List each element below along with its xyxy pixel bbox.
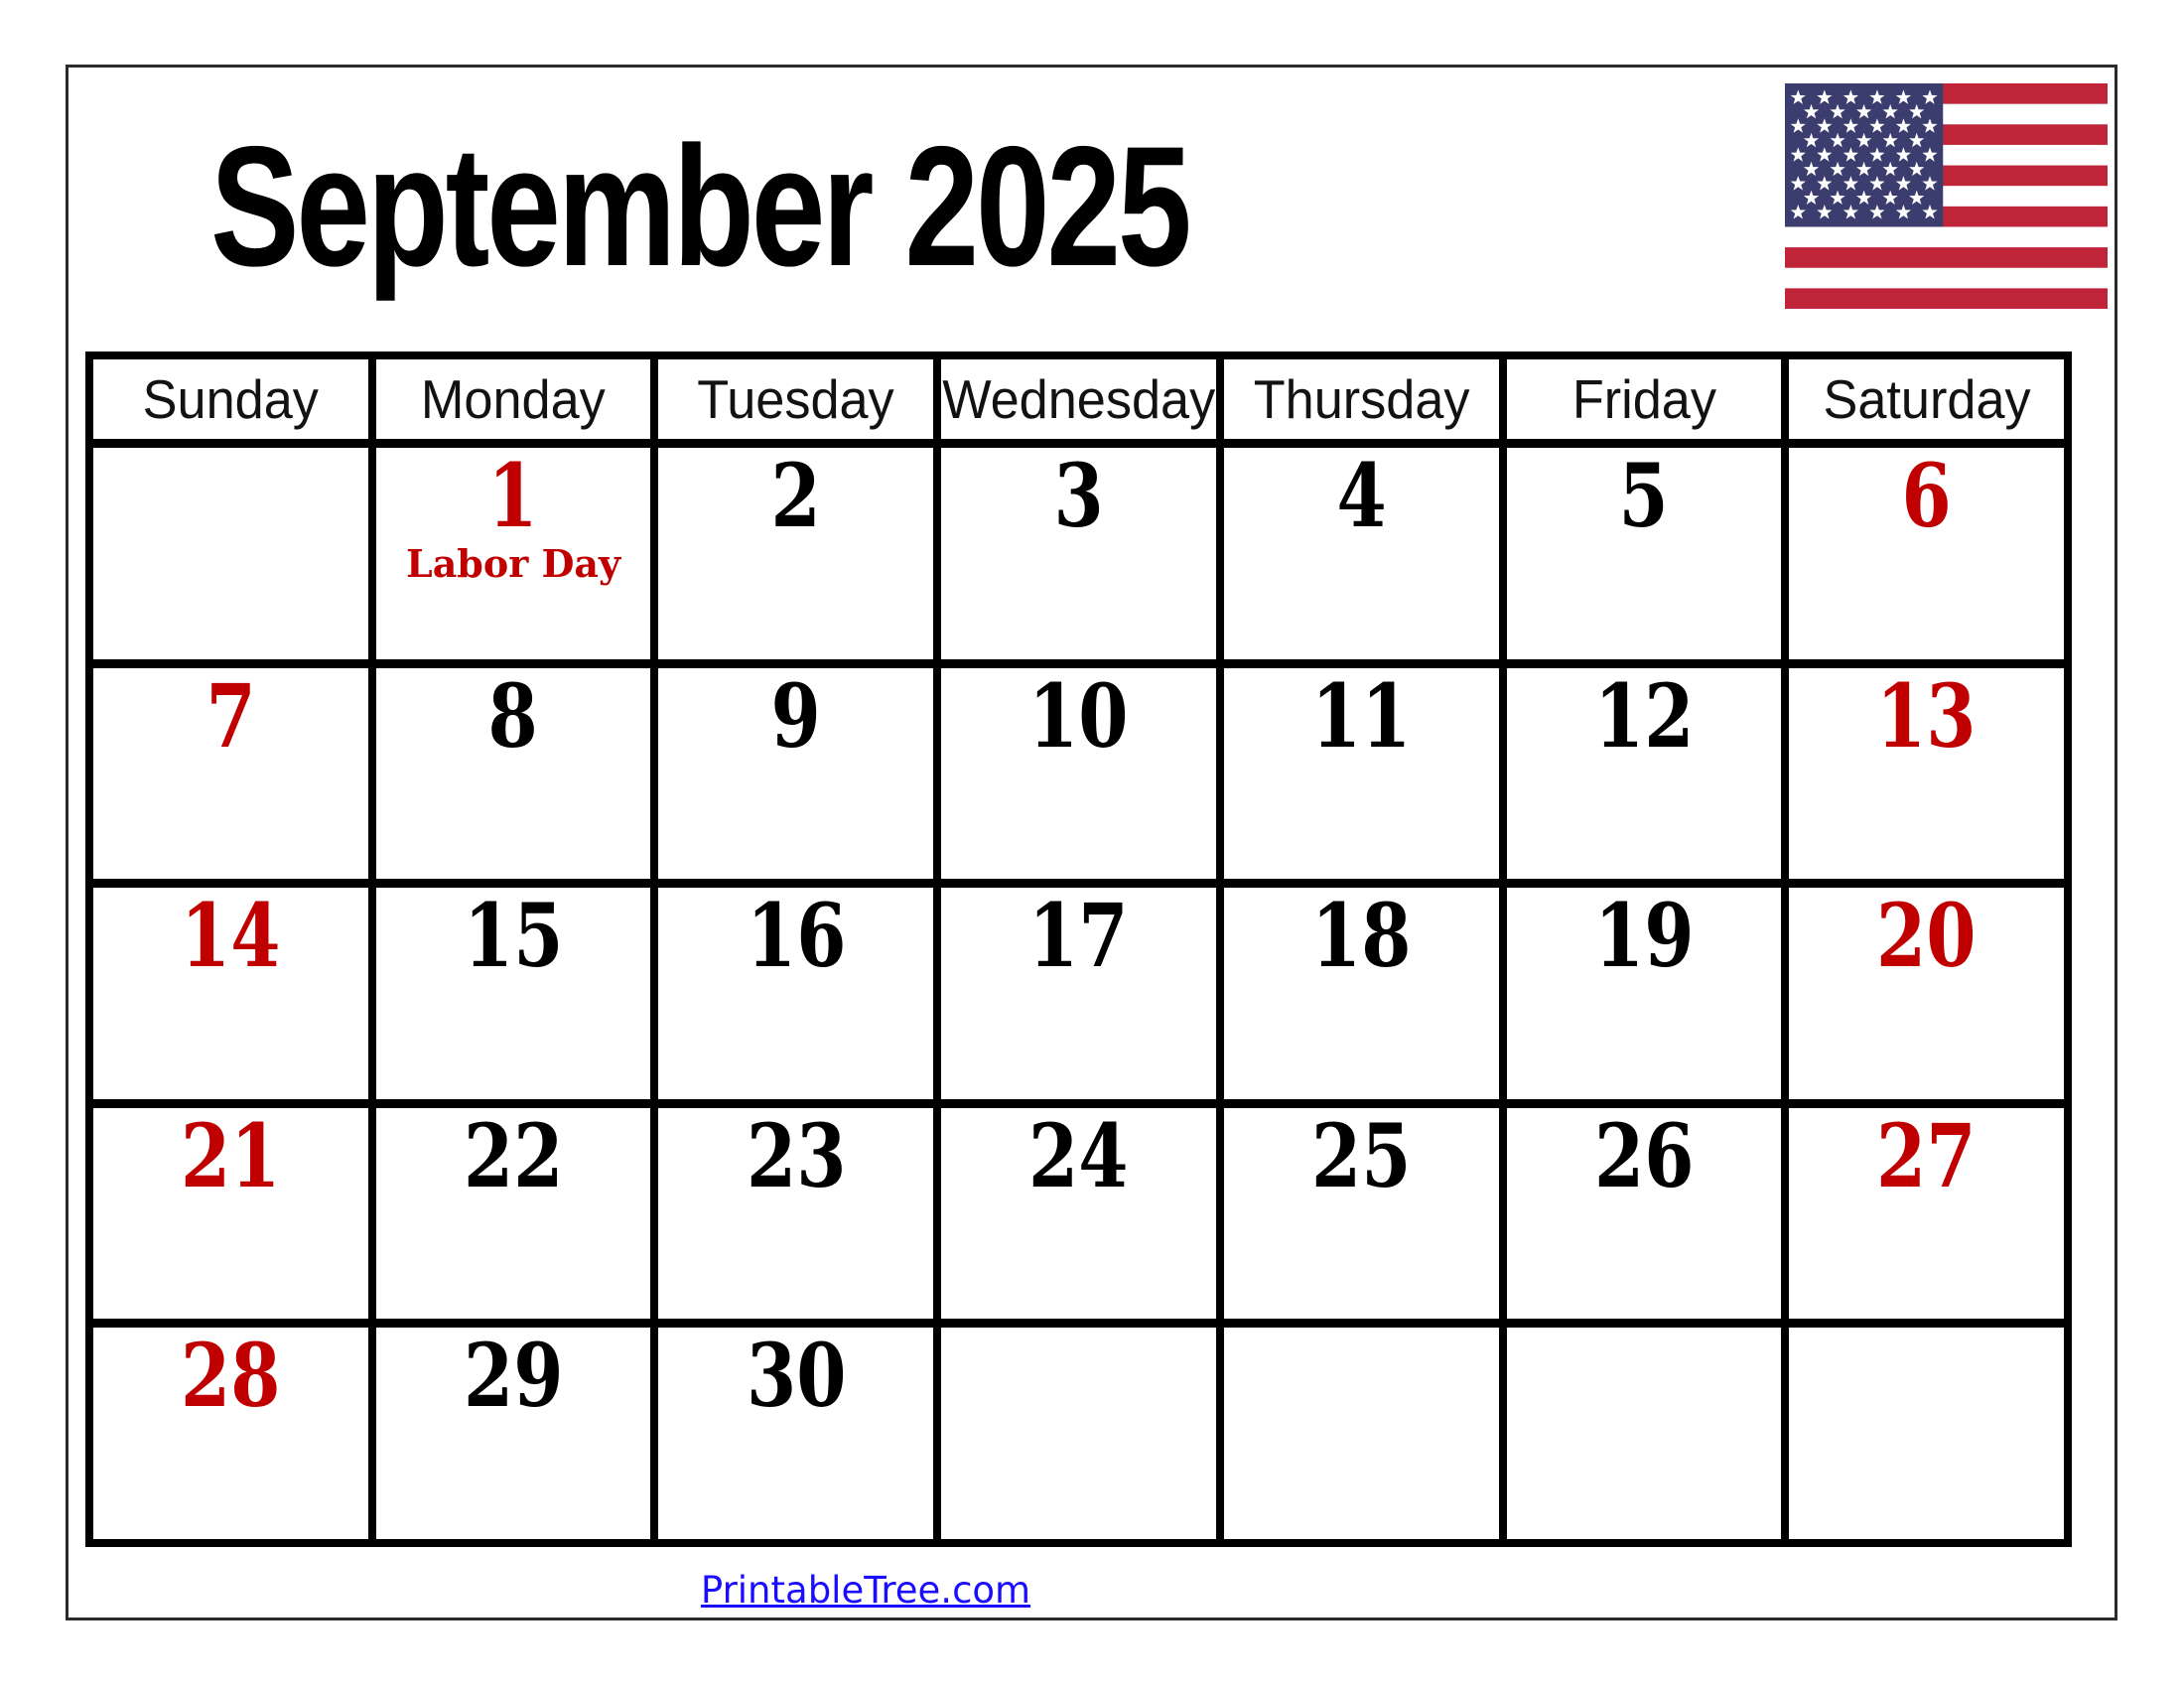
weekday-label: Sunday <box>142 368 319 430</box>
day-cell-9 <box>658 668 933 880</box>
day-cell-14 <box>93 888 368 1099</box>
day-number: 24 <box>1028 1107 1129 1207</box>
day-cell-7 <box>93 668 368 880</box>
day-cell-30 <box>658 1328 933 1539</box>
day-number: 29 <box>463 1328 564 1428</box>
day-cell-23 <box>658 1108 933 1320</box>
day-cell-21 <box>93 1108 368 1320</box>
day-cell-empty <box>941 1328 1216 1539</box>
day-cell-15 <box>376 888 651 1099</box>
day-number: 17 <box>1028 888 1129 988</box>
day-number: 18 <box>1310 888 1412 988</box>
day-cell-17 <box>941 888 1216 1099</box>
day-number: 5 <box>1618 448 1670 547</box>
day-cell-11 <box>1224 668 1499 880</box>
day-cell-29 <box>376 1328 651 1539</box>
day-number: 23 <box>746 1107 846 1207</box>
day-number: 20 <box>1876 888 1977 988</box>
footer <box>701 1569 1030 1612</box>
day-cell-25 <box>1224 1108 1499 1320</box>
day-number: 19 <box>1593 888 1695 988</box>
day-number: 11 <box>1310 667 1412 768</box>
day-cell-28 <box>93 1328 368 1539</box>
day-number: 2 <box>770 448 821 547</box>
weekday-header-wednesday <box>941 359 1216 439</box>
weekday-label: Thursday <box>1253 368 1470 430</box>
day-number: 13 <box>1876 667 1977 768</box>
day-cell-20 <box>1789 888 2064 1099</box>
weekday-header-monday <box>376 359 651 439</box>
page-title: September 2025 <box>210 111 1189 302</box>
calendar-grid <box>85 352 2072 1547</box>
day-cell-18 <box>1224 888 1499 1099</box>
day-cell-empty <box>1507 1328 1782 1539</box>
day-number: 4 <box>1336 448 1387 547</box>
day-number: 6 <box>1901 448 1952 547</box>
day-number: 27 <box>1876 1107 1977 1207</box>
day-cell-3 <box>941 448 1216 659</box>
day-number: 16 <box>746 888 846 988</box>
day-number: 15 <box>463 888 564 988</box>
day-number: 8 <box>487 667 539 768</box>
weekday-header-thursday <box>1224 359 1499 439</box>
weekday-label: Wednesday <box>942 368 1215 430</box>
day-cell-8 <box>376 668 651 880</box>
day-cell-5 <box>1507 448 1782 659</box>
holiday-label: Labor Day <box>405 541 621 586</box>
day-number: 30 <box>746 1328 846 1428</box>
weekday-label: Tuesday <box>697 368 895 430</box>
day-number: 3 <box>1053 448 1104 547</box>
day-cell-12 <box>1507 668 1782 880</box>
day-number: 12 <box>1593 667 1695 768</box>
day-number: 10 <box>1028 667 1129 768</box>
day-number: 28 <box>181 1328 281 1428</box>
day-cell-13 <box>1789 668 2064 880</box>
day-number: 21 <box>181 1107 281 1207</box>
day-number: 9 <box>770 667 821 768</box>
day-cell-16 <box>658 888 933 1099</box>
day-number: 14 <box>181 888 281 988</box>
day-cell-10 <box>941 668 1216 880</box>
footer-link[interactable]: PrintableTree.com <box>700 1569 1031 1612</box>
day-cell-6 <box>1789 448 2064 659</box>
day-cell-empty <box>1789 1328 2064 1539</box>
day-cell-empty <box>93 448 368 659</box>
weekday-label: Monday <box>421 368 606 430</box>
day-cell-22 <box>376 1108 651 1320</box>
weekday-header-sunday <box>93 359 368 439</box>
day-cell-24 <box>941 1108 1216 1320</box>
day-cell-27 <box>1789 1108 2064 1320</box>
day-cell-2 <box>658 448 933 659</box>
weekday-header-tuesday <box>658 359 933 439</box>
day-cell-empty <box>1224 1328 1499 1539</box>
us-flag-icon <box>1785 83 2108 309</box>
weekday-header-friday <box>1507 359 1782 439</box>
weekday-label: Saturday <box>1823 368 2031 430</box>
day-number: 1 <box>487 448 539 547</box>
day-number: 26 <box>1593 1107 1695 1207</box>
weekday-label: Friday <box>1571 368 1716 430</box>
day-number: 7 <box>205 667 256 768</box>
day-cell-1 <box>376 448 651 659</box>
day-number: 25 <box>1310 1107 1412 1207</box>
day-number: 22 <box>463 1107 564 1207</box>
day-cell-19 <box>1507 888 1782 1099</box>
day-cell-26 <box>1507 1108 1782 1320</box>
day-cell-4 <box>1224 448 1499 659</box>
weekday-header-saturday <box>1789 359 2064 439</box>
